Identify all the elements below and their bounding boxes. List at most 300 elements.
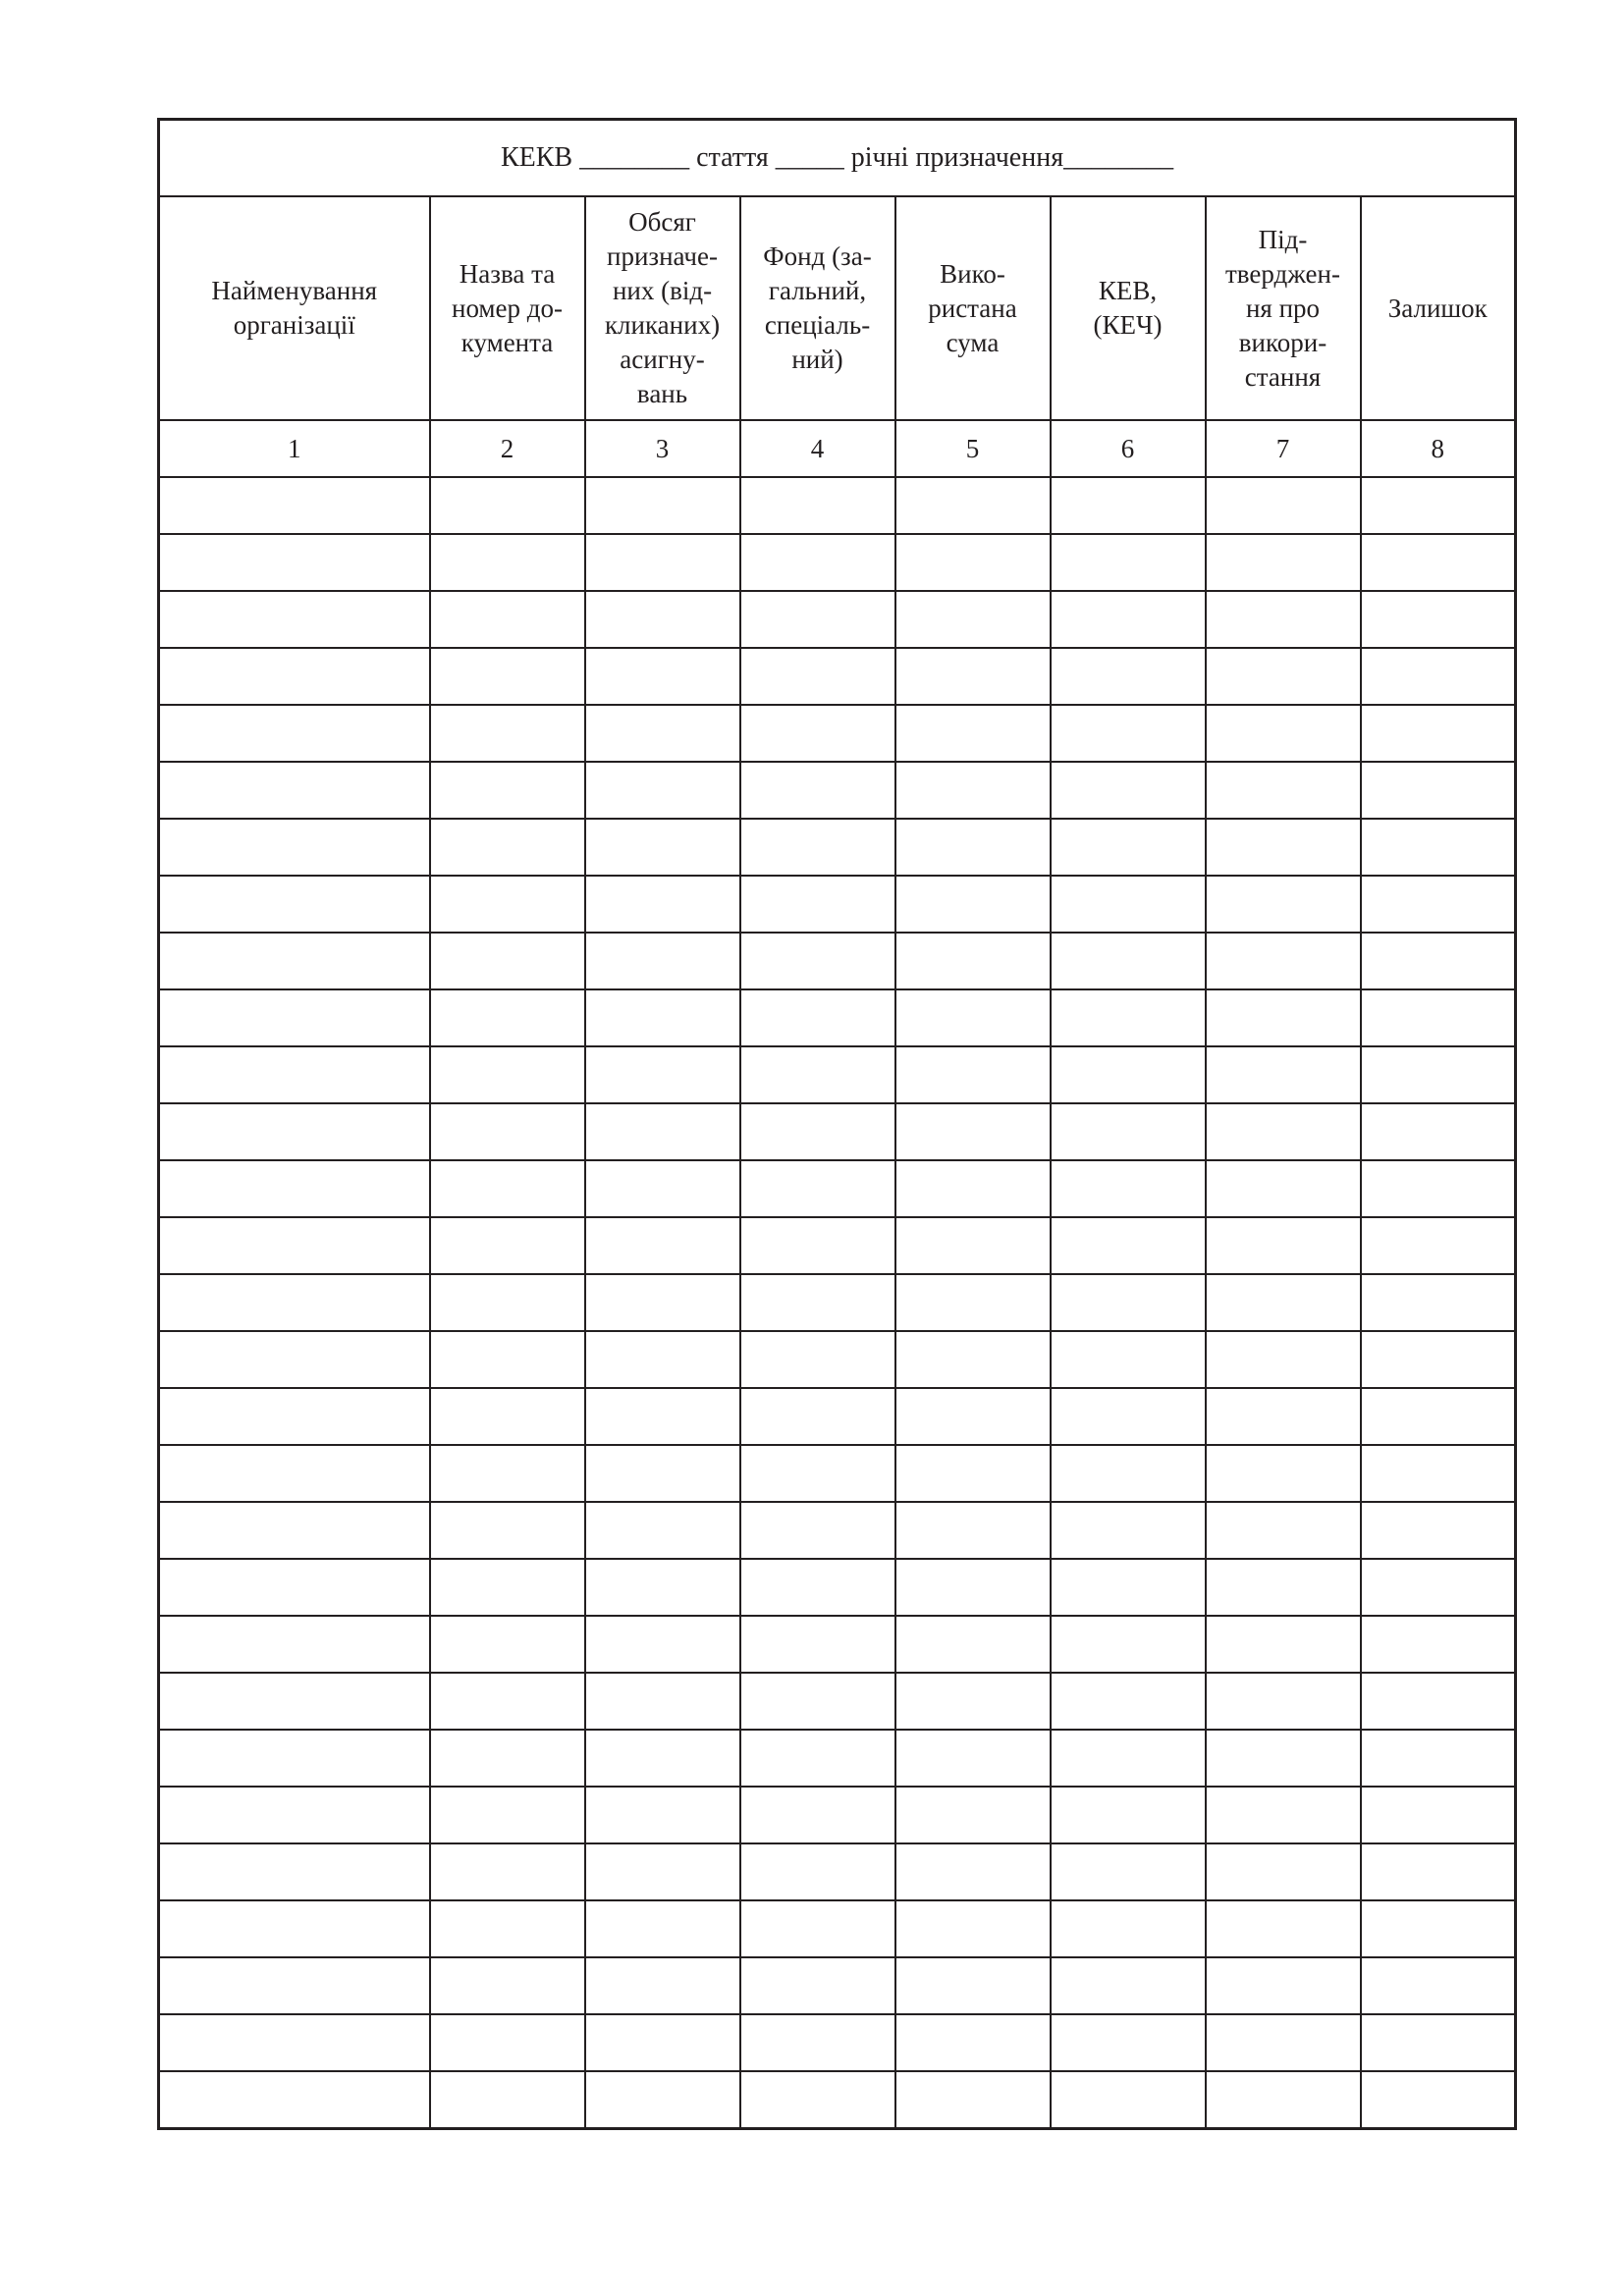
table-cell [1206, 477, 1361, 534]
table-cell [1206, 1843, 1361, 1900]
table-cell [430, 705, 585, 762]
table-cell [430, 1673, 585, 1730]
table-cell [585, 762, 740, 819]
table-cell [1051, 989, 1206, 1046]
table-cell [1206, 1274, 1361, 1331]
table-cell [585, 1900, 740, 1957]
table-cell [895, 1673, 1051, 1730]
column-header-line: номер до- [452, 293, 563, 323]
table-cell [159, 705, 430, 762]
table-cell [159, 1843, 430, 1900]
table-cell [159, 1274, 430, 1331]
table-row [159, 1388, 1516, 1445]
table-row [159, 1787, 1516, 1843]
table-cell [1051, 933, 1206, 989]
table-cell [1361, 1730, 1516, 1787]
table-cell [1206, 2014, 1361, 2071]
column-header-3 [585, 196, 740, 420]
table-cell [585, 2071, 740, 2129]
column-header-line: тверджен- [1225, 258, 1340, 289]
table-cell [585, 1103, 740, 1160]
column-header-line: кумента [460, 327, 554, 357]
table-cell [1206, 1103, 1361, 1160]
column-header-line: Найменування [211, 276, 378, 305]
table-cell [1361, 933, 1516, 989]
table-cell [1361, 2014, 1516, 2071]
table-cell [585, 1217, 740, 1274]
table-row [159, 1843, 1516, 1900]
table-cell [1361, 1445, 1516, 1502]
table-cell [159, 648, 430, 705]
table-cell [1051, 1445, 1206, 1502]
table-cell [159, 819, 430, 876]
table-cell [1051, 1388, 1206, 1445]
table-cell [1206, 1673, 1361, 1730]
column-number-5: 5 [895, 420, 1051, 477]
table-cell [430, 648, 585, 705]
table-cell [895, 591, 1051, 648]
table-cell [1206, 534, 1361, 591]
table-cell [1206, 1445, 1361, 1502]
table-cell [895, 1445, 1051, 1502]
table-cell [1051, 1673, 1206, 1730]
table-cell [1051, 876, 1206, 933]
table-cell [895, 1787, 1051, 1843]
column-header-line: гальний, [768, 276, 867, 305]
table-cell [1051, 1046, 1206, 1103]
column-header-line: організації [233, 310, 355, 340]
table-cell [159, 1331, 430, 1388]
column-header-line: них (від- [612, 276, 713, 305]
table-cell [585, 1673, 740, 1730]
column-number-8: 8 [1361, 420, 1516, 477]
table-cell [895, 1900, 1051, 1957]
table-cell [159, 2014, 430, 2071]
table-row [159, 1957, 1516, 2014]
table-cell [585, 534, 740, 591]
table-cell [1361, 534, 1516, 591]
column-header-line: Під- [1258, 224, 1308, 254]
table-cell [740, 1900, 895, 1957]
table-cell [430, 534, 585, 591]
table-cell [1051, 1160, 1206, 1217]
table-cell [1361, 1787, 1516, 1843]
table-cell [895, 2071, 1051, 2129]
table-cell [159, 2071, 430, 2129]
column-header-line: Вико- [940, 258, 1005, 289]
table-cell [159, 477, 430, 534]
table-row [159, 1046, 1516, 1103]
column-header-line: ня про [1245, 293, 1321, 323]
table-cell [1206, 1787, 1361, 1843]
table-row [159, 1103, 1516, 1160]
column-header-line: Фонд (за- [763, 241, 872, 271]
table-cell [1051, 1900, 1206, 1957]
table-cell [1206, 1046, 1361, 1103]
table-cell [430, 1103, 585, 1160]
column-header-8 [1361, 196, 1516, 420]
table-cell [585, 1274, 740, 1331]
table-cell [159, 591, 430, 648]
table-cell [1051, 1730, 1206, 1787]
form-title-row [159, 120, 1516, 197]
table-cell [585, 1843, 740, 1900]
table-cell [895, 1274, 1051, 1331]
table-cell [1361, 1900, 1516, 1957]
table-cell [740, 819, 895, 876]
table-cell [1361, 989, 1516, 1046]
table-cell [430, 591, 585, 648]
table-row [159, 1900, 1516, 1957]
table-cell [740, 1445, 895, 1502]
column-header-line: кликаних) [604, 310, 721, 340]
table-cell [159, 933, 430, 989]
table-cell [585, 1331, 740, 1388]
table-cell [430, 1445, 585, 1502]
table-cell [430, 1900, 585, 1957]
table-cell [895, 1502, 1051, 1559]
table-cell [430, 2014, 585, 2071]
table-cell [1051, 1957, 1206, 2014]
annual-allocation-label: річні призначення [850, 142, 1064, 173]
table-cell [159, 876, 430, 933]
column-number-4: 4 [740, 420, 895, 477]
column-header-4 [740, 196, 895, 420]
table-cell [740, 876, 895, 933]
table-row [159, 1559, 1516, 1616]
table-cell [1206, 1730, 1361, 1787]
table-cell [430, 1843, 585, 1900]
table-cell [1361, 1502, 1516, 1559]
table-cell [895, 876, 1051, 933]
table-cell [740, 1787, 895, 1843]
table-cell [430, 1217, 585, 1274]
article-blank: _____ [775, 142, 844, 173]
table-cell [430, 477, 585, 534]
column-header-line: Залишок [1387, 293, 1488, 323]
table-cell [585, 1957, 740, 2014]
table-cell [1361, 2071, 1516, 2129]
table-row [159, 1331, 1516, 1388]
article-label: стаття [696, 142, 769, 173]
table-cell [1361, 705, 1516, 762]
table-cell [585, 989, 740, 1046]
table-cell [1206, 2071, 1361, 2129]
table-cell [430, 1502, 585, 1559]
column-header-line: спеціаль- [764, 310, 871, 340]
table-row [159, 591, 1516, 648]
table-cell [740, 1331, 895, 1388]
table-cell [1206, 819, 1361, 876]
table-cell [740, 591, 895, 648]
table-cell [895, 534, 1051, 591]
table-cell [585, 477, 740, 534]
allocation-ledger-table [157, 118, 1517, 2130]
column-header-2 [430, 196, 585, 420]
column-header-line: КЕВ, [1098, 276, 1158, 305]
column-number-6: 6 [1051, 420, 1206, 477]
table-cell [1051, 1616, 1206, 1673]
column-header-line: ний) [791, 345, 843, 374]
table-cell [1361, 1274, 1516, 1331]
table-cell [895, 1388, 1051, 1445]
form-sheet [157, 118, 1514, 2130]
column-number-row [159, 420, 1516, 477]
table-cell [740, 1502, 895, 1559]
table-cell [585, 933, 740, 989]
table-cell [740, 762, 895, 819]
table-cell [1206, 1160, 1361, 1217]
table-row [159, 2071, 1516, 2129]
table-cell [430, 819, 585, 876]
table-cell [740, 1103, 895, 1160]
table-cell [1361, 1957, 1516, 2014]
table-cell [159, 1445, 430, 1502]
table-cell [585, 876, 740, 933]
table-cell [430, 1559, 585, 1616]
table-cell [1206, 1900, 1361, 1957]
table-row [159, 648, 1516, 705]
table-cell [740, 1388, 895, 1445]
kekv-blank: ________ [579, 142, 690, 173]
table-cell [585, 1616, 740, 1673]
table-cell [585, 1388, 740, 1445]
column-header-line: ристана [928, 293, 1017, 323]
table-row [159, 1160, 1516, 1217]
table-cell [895, 1217, 1051, 1274]
table-cell [585, 1787, 740, 1843]
table-cell [1051, 1331, 1206, 1388]
table-cell [895, 1957, 1051, 2014]
table-cell [1051, 819, 1206, 876]
table-cell [159, 1502, 430, 1559]
table-cell [1361, 876, 1516, 933]
table-cell [430, 1957, 585, 2014]
table-cell [740, 2071, 895, 2129]
table-cell [1051, 2014, 1206, 2071]
table-cell [1361, 1559, 1516, 1616]
table-cell [895, 1843, 1051, 1900]
table-cell [1361, 1388, 1516, 1445]
table-cell [1051, 1787, 1206, 1843]
table-cell [585, 648, 740, 705]
table-cell [1361, 1673, 1516, 1730]
table-cell [1361, 1217, 1516, 1274]
table-cell [1361, 1103, 1516, 1160]
table-cell [1206, 989, 1361, 1046]
table-cell [159, 1787, 430, 1843]
table-cell [1206, 705, 1361, 762]
table-cell [430, 2071, 585, 2129]
column-header-1 [159, 196, 430, 420]
table-cell [585, 1445, 740, 1502]
table-cell [1206, 591, 1361, 648]
table-cell [895, 1103, 1051, 1160]
table-cell [1051, 648, 1206, 705]
table-cell [895, 648, 1051, 705]
table-cell [1051, 1274, 1206, 1331]
column-header-line: сума [946, 327, 1000, 357]
table-cell [740, 1046, 895, 1103]
table-cell [740, 705, 895, 762]
table-cell [159, 534, 430, 591]
table-cell [1206, 1217, 1361, 1274]
table-cell [430, 1274, 585, 1331]
table-row [159, 819, 1516, 876]
table-row [159, 762, 1516, 819]
column-header-7 [1206, 196, 1361, 420]
table-cell [585, 2014, 740, 2071]
table-cell [1206, 1559, 1361, 1616]
column-number-2: 2 [430, 420, 585, 477]
table-cell [740, 1274, 895, 1331]
table-row [159, 705, 1516, 762]
table-cell [585, 1502, 740, 1559]
column-header-line: призначе- [607, 241, 718, 271]
table-cell [1206, 1388, 1361, 1445]
table-cell [430, 1787, 585, 1843]
table-cell [585, 705, 740, 762]
table-cell [895, 477, 1051, 534]
table-cell [159, 1217, 430, 1274]
table-cell [585, 1046, 740, 1103]
table-cell [585, 591, 740, 648]
table-cell [1361, 1331, 1516, 1388]
table-cell [159, 1900, 430, 1957]
table-cell [1361, 477, 1516, 534]
table-cell [1206, 1331, 1361, 1388]
table-cell [1051, 1502, 1206, 1559]
table-cell [740, 648, 895, 705]
table-row [159, 477, 1516, 534]
table-cell [1051, 591, 1206, 648]
table-cell [1051, 1559, 1206, 1616]
table-cell [740, 477, 895, 534]
table-cell [585, 1160, 740, 1217]
table-cell [430, 876, 585, 933]
table-cell [159, 762, 430, 819]
table-cell [895, 1046, 1051, 1103]
table-cell [159, 989, 430, 1046]
column-header-line: асигну- [620, 345, 705, 374]
table-cell [1051, 1843, 1206, 1900]
table-cell [895, 933, 1051, 989]
table-cell [1051, 1217, 1206, 1274]
table-cell [895, 1331, 1051, 1388]
table-cell [740, 989, 895, 1046]
table-cell [895, 762, 1051, 819]
table-cell [1361, 648, 1516, 705]
table-cell [895, 705, 1051, 762]
table-cell [895, 1160, 1051, 1217]
column-header-line: Обсяг [628, 207, 696, 237]
table-cell [1361, 762, 1516, 819]
table-cell [1361, 591, 1516, 648]
table-cell [430, 1616, 585, 1673]
form-title [159, 120, 1516, 197]
column-header-row [159, 196, 1516, 420]
column-header-6 [1051, 196, 1206, 420]
table-cell [895, 819, 1051, 876]
column-header-line: викори- [1238, 327, 1327, 357]
table-cell [1051, 762, 1206, 819]
table-cell [740, 1673, 895, 1730]
table-cell [159, 1616, 430, 1673]
table-cell [895, 1616, 1051, 1673]
annual-allocation-blank: ________ [1063, 142, 1174, 173]
column-header-line: вань [636, 379, 688, 408]
table-cell [430, 1046, 585, 1103]
column-header-line: стання [1244, 361, 1322, 392]
table-cell [1206, 876, 1361, 933]
table-cell [1051, 2071, 1206, 2129]
table-cell [1206, 1616, 1361, 1673]
table-cell [1051, 705, 1206, 762]
table-row [159, 1445, 1516, 1502]
table-cell [1051, 534, 1206, 591]
column-header-line: Назва та [459, 258, 556, 289]
table-cell [1206, 762, 1361, 819]
table-cell [1051, 477, 1206, 534]
table-cell [159, 1730, 430, 1787]
table-row [159, 1502, 1516, 1559]
table-cell [159, 1559, 430, 1616]
table-cell [585, 1559, 740, 1616]
table-cell [430, 1388, 585, 1445]
table-cell [1361, 1046, 1516, 1103]
table-cell [895, 1730, 1051, 1787]
column-header-line: (КЕЧ) [1093, 310, 1163, 340]
table-row [159, 1217, 1516, 1274]
table-cell [1206, 1502, 1361, 1559]
table-cell [159, 1103, 430, 1160]
table-cell [159, 1046, 430, 1103]
table-cell [895, 989, 1051, 1046]
table-cell [895, 2014, 1051, 2071]
table-row [159, 1673, 1516, 1730]
table-row [159, 876, 1516, 933]
table-row [159, 989, 1516, 1046]
table-cell [1206, 1957, 1361, 2014]
table-row [159, 534, 1516, 591]
table-cell [740, 1616, 895, 1673]
table-cell [895, 1559, 1051, 1616]
table-cell [159, 1160, 430, 1217]
column-number-7: 7 [1206, 420, 1361, 477]
table-cell [1206, 933, 1361, 989]
table-cell [1051, 1103, 1206, 1160]
table-cell [740, 1730, 895, 1787]
table-cell [740, 1559, 895, 1616]
table-cell [740, 1217, 895, 1274]
table-cell [740, 2014, 895, 2071]
table-cell [430, 933, 585, 989]
table-cell [1206, 648, 1361, 705]
table-cell [430, 1331, 585, 1388]
table-row [159, 2014, 1516, 2071]
column-number-3: 3 [585, 420, 740, 477]
table-row [159, 1274, 1516, 1331]
table-cell [740, 933, 895, 989]
table-cell [159, 1957, 430, 2014]
table-cell [1361, 819, 1516, 876]
table-cell [585, 819, 740, 876]
table-row [159, 1730, 1516, 1787]
table-cell [585, 1730, 740, 1787]
column-number-1: 1 [159, 420, 430, 477]
table-row [159, 933, 1516, 989]
table-cell [1361, 1160, 1516, 1217]
